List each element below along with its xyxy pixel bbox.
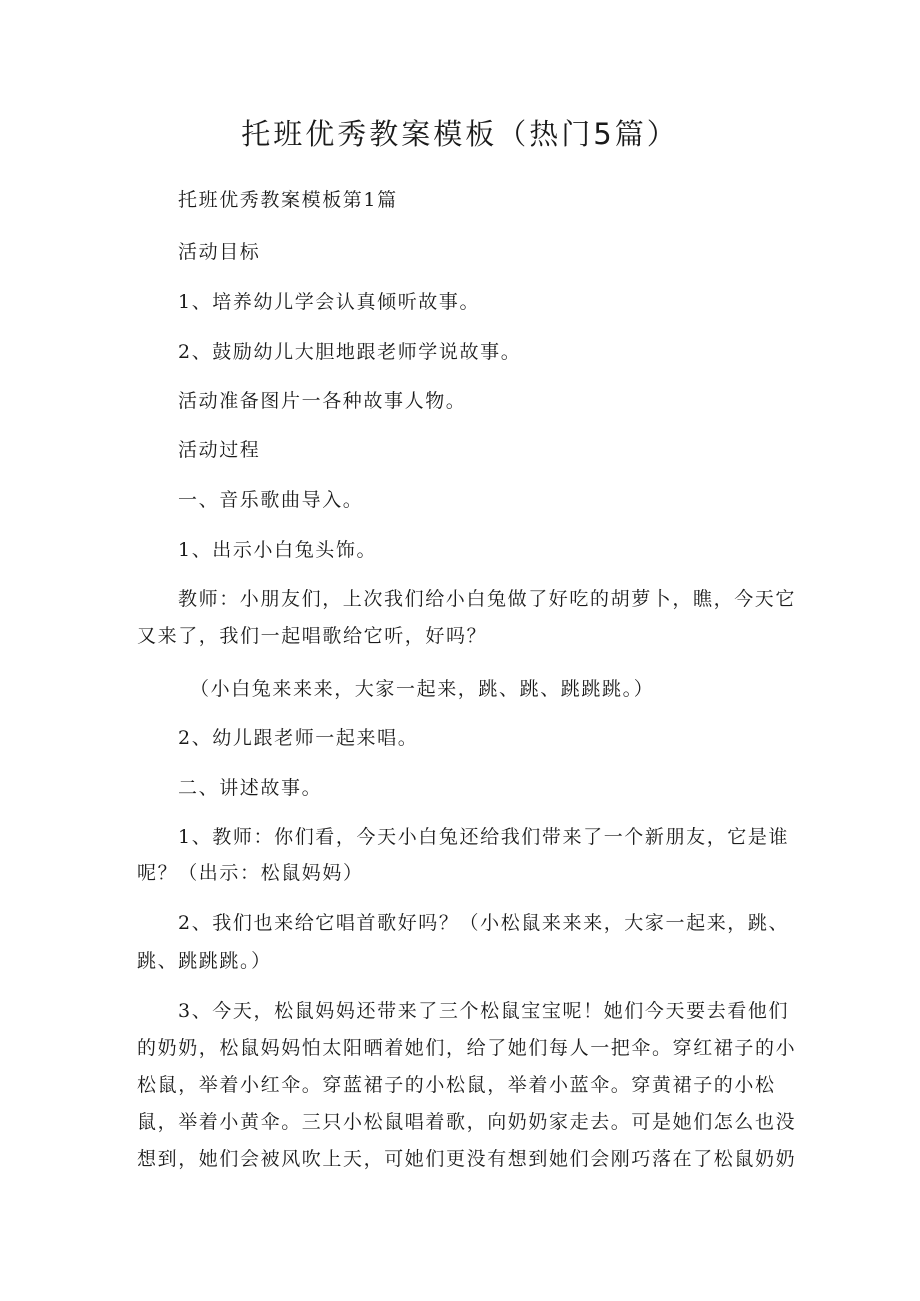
paragraph-line: 鼠，举着小黄伞。三只小松鼠唱着歌，向奶奶家走去。可是她们怎么也没: [137, 1111, 797, 1133]
section-heading: 托班优秀教案模板第1篇: [178, 189, 398, 211]
paragraph-line: 2、我们也来给它唱首歌好吗？（小松鼠来来来，大家一起来，跳、: [178, 912, 790, 934]
paragraph-line: 3、今天，松鼠妈妈还带来了三个松鼠宝宝呢！她们今天要去看他们: [178, 1000, 790, 1022]
paragraph-line: 教师：小朋友们，上次我们给小白兔做了好吃的胡萝卜，瞧，今天它: [178, 588, 797, 610]
document-title: 托班优秀教案模板（热门5篇）: [241, 117, 679, 151]
paragraph-line: 想到，她们会被风吹上天，可她们更没有想到她们会刚巧落在了松鼠奶奶: [137, 1148, 797, 1170]
paragraph-line: 呢？（出示：松鼠妈妈）: [137, 862, 364, 884]
paragraph-line: 松鼠，举着小红伞。穿蓝裙子的小松鼠，举着小蓝伞。穿黄裙子的小松: [137, 1074, 776, 1096]
paragraph: 1、出示小白兔头饰。: [178, 539, 378, 561]
paragraph-line: 又来了，我们一起唱歌给它听，好吗？: [137, 625, 488, 647]
paragraph: 二、讲述故事。: [178, 777, 323, 799]
paragraph-line: 1、教师：你们看，今天小白兔还给我们带来了一个新朋友，它是谁: [178, 826, 790, 848]
paragraph-line: 跳、跳跳跳。）: [137, 950, 272, 972]
paragraph-line: 的奶奶，松鼠妈妈怕太阳晒着她们，给了她们每人一把伞。穿红裙子的小: [137, 1037, 797, 1059]
paragraph: （小白兔来来来，大家一起来，跳、跳、跳跳跳。）: [190, 678, 655, 700]
paragraph-heading: 活动过程: [178, 439, 261, 461]
paragraph: 活动准备图片一各种故事人物。: [178, 390, 467, 412]
paragraph-heading: 活动目标: [178, 241, 261, 263]
paragraph: 2、幼儿跟老师一起来唱。: [178, 727, 419, 749]
paragraph: 2、鼓励幼儿大胆地跟老师学说故事。: [178, 341, 522, 363]
paragraph: 一、音乐歌曲导入。: [178, 489, 364, 511]
paragraph: 1、培养幼儿学会认真倾听故事。: [178, 291, 481, 313]
